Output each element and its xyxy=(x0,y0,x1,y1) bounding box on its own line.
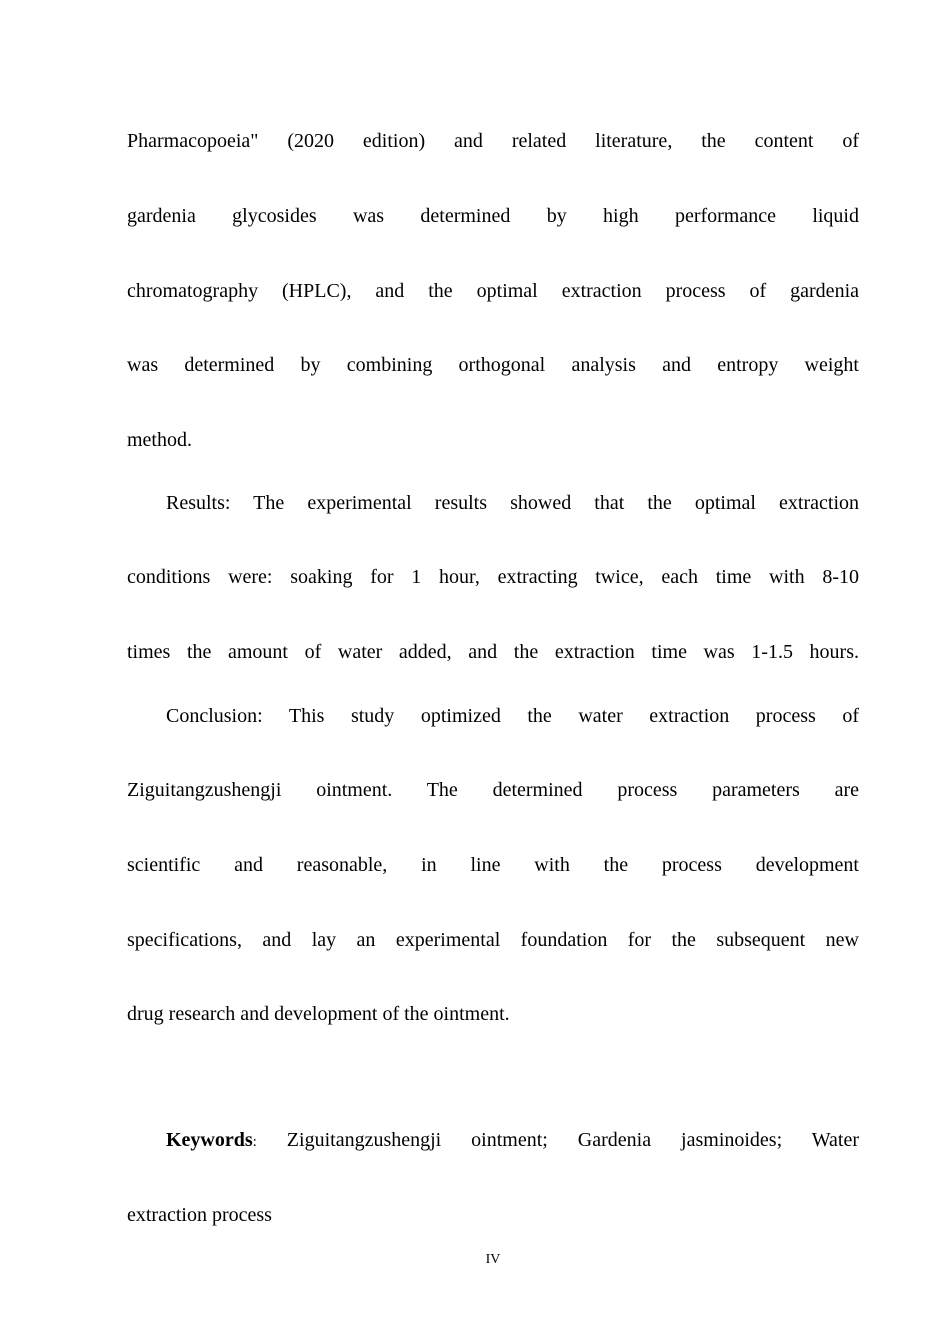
text-line: gardenia glycosides was determined by high performance liquid xyxy=(127,205,859,227)
text-line: scientific and reasonable, in line with the process development xyxy=(127,854,859,876)
text-line: conditions were: soaking for 1 hour, extracting twice, each time with 8-10 xyxy=(127,566,859,588)
keywords-label: Keywords xyxy=(166,1129,253,1151)
text-line: method. xyxy=(127,429,192,451)
keywords-colon: : xyxy=(252,1134,257,1150)
text-line: Conclusion: This study optimized the water extraction process of xyxy=(166,705,859,727)
text-line: Pharmacopoeia" (2020 edition) and related literature, the content of xyxy=(127,130,859,152)
text-line: specifications, and lay an experimental foundation for the subsequent new xyxy=(127,929,859,951)
text-line: chromatography (HPLC), and the optimal extraction process of gardenia xyxy=(127,280,859,302)
text-line: was determined by combining orthogonal analysis and entropy weight xyxy=(127,354,859,376)
keywords-line-continued: extraction process xyxy=(127,1204,272,1226)
text-line: drug research and development of the ointment. xyxy=(127,1003,510,1025)
keywords-text: Ziguitangzushengji ointment; Gardenia jasminoides; Water xyxy=(256,1129,859,1151)
text-line: Ziguitangzushengji ointment. The determined process parameters are xyxy=(127,779,859,801)
text-line: Results: The experimental results showed that the optimal extraction xyxy=(166,492,859,514)
page-number: IV xyxy=(485,1252,501,1267)
keywords-line xyxy=(127,1125,859,1155)
text-line: times the amount of water added, and the extraction time was 1-1.5 hours. xyxy=(127,641,859,663)
